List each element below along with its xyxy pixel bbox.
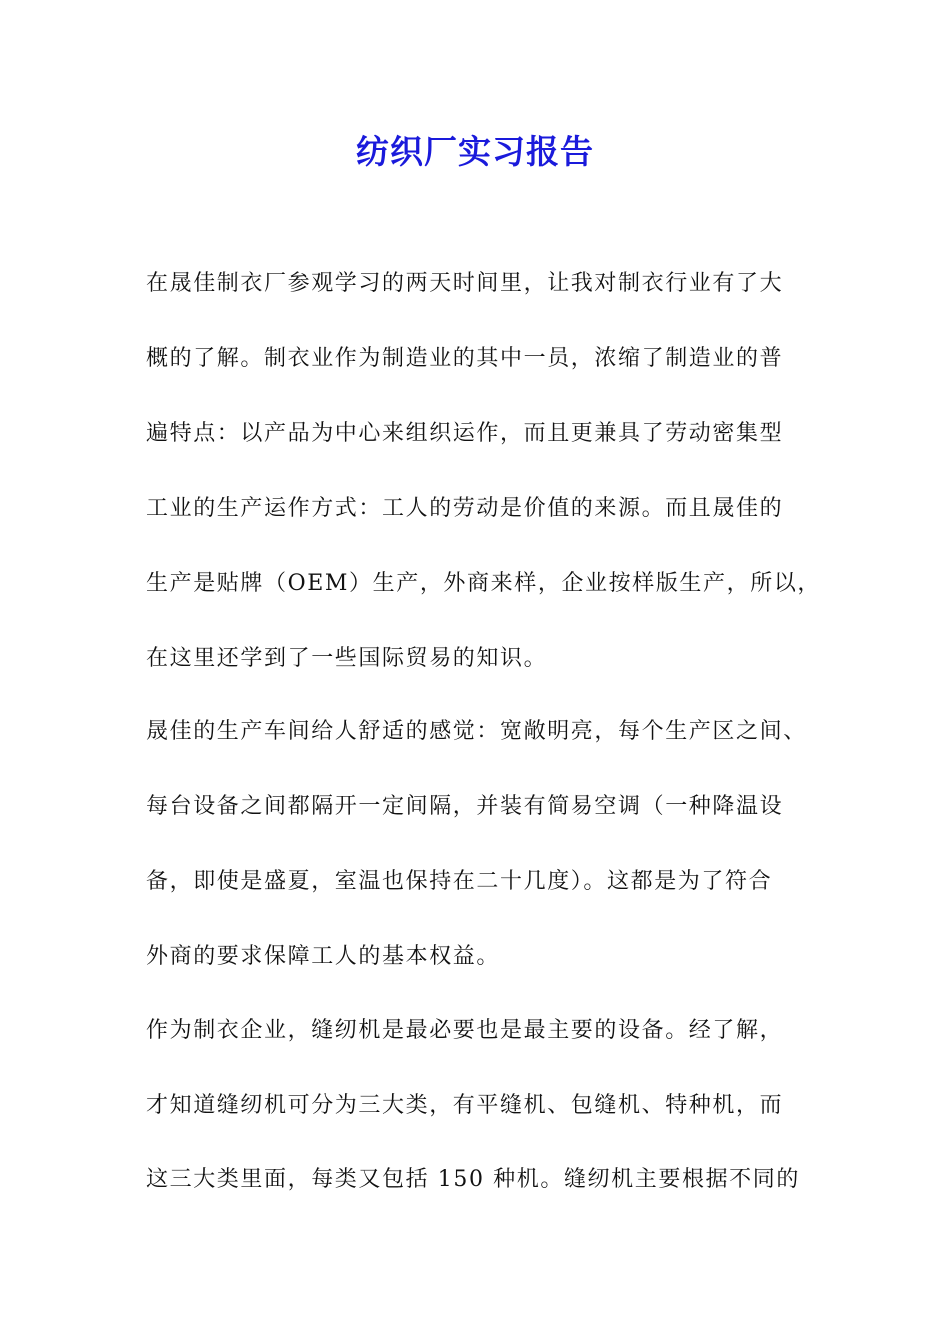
document-title: 纺织厂实习报告 bbox=[356, 132, 594, 171]
paragraph-2-line-4: 外商的要求保障工人的基本权益。 bbox=[146, 944, 501, 969]
paragraph-3-line-3: 这三大类里面，每类又包括 150 种机。缝纫机主要根据不同的 bbox=[146, 1167, 800, 1192]
paragraph-1-line-5: 生产是贴牌（OEM）生产，外商来样，企业按样版生产，所以， bbox=[146, 571, 822, 596]
paragraph-1-line-4: 工业的生产运作方式：工人的劳动是价值的来源。而且晟佳的 bbox=[146, 496, 784, 521]
paragraph-1-line-1: 在晟佳制衣厂参观学习的两天时间里，让我对制衣行业有了大 bbox=[146, 271, 784, 296]
paragraph-1-line-2: 概的了解。制衣业作为制造业的其中一员，浓缩了制造业的普 bbox=[146, 346, 784, 371]
paragraph-1-line-6: 在这里还学到了一些国际贸易的知识。 bbox=[146, 646, 548, 671]
paragraph-3-line-2: 才知道缝纫机可分为三大类，有平缝机、包缝机、特种机，而 bbox=[146, 1093, 784, 1118]
paragraph-2-line-2: 每台设备之间都隔开一定间隔，并装有简易空调（一种降温设 bbox=[146, 794, 784, 819]
paragraph-1-line-3: 遍特点：以产品为中心来组织运作，而且更兼具了劳动密集型 bbox=[146, 421, 784, 446]
paragraph-2-line-3: 备，即使是盛夏，室温也保持在二十几度）。这都是为了符合 bbox=[146, 869, 773, 894]
paragraph-3-line-1: 作为制衣企业，缝纫机是最必要也是最主要的设备。经了解， bbox=[146, 1018, 784, 1043]
paragraph-2-line-1: 晟佳的生产车间给人舒适的感觉：宽敞明亮，每个生产区之间、 bbox=[146, 719, 807, 744]
